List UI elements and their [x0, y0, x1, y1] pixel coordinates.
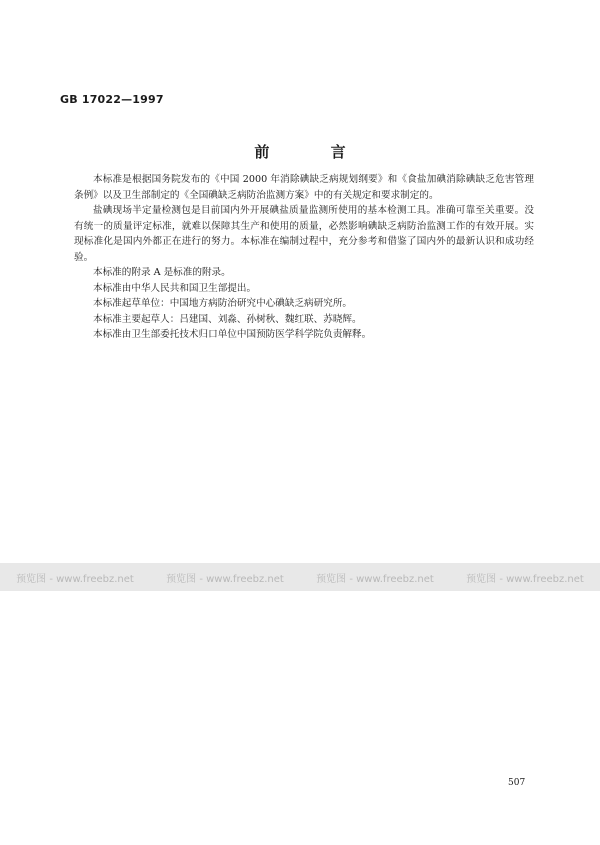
paragraph: 本标准由中华人民共和国卫生部提出。: [93, 282, 257, 294]
paragraph: 本标准主要起草人：吕建国、刘淼、孙树秋、魏红联、苏晓辉。: [93, 313, 362, 325]
foreword-body: [74, 172, 534, 343]
paragraph: 盐碘现场半定量检测包是目前国内外开展碘盐质量监测所使用的基本检测工具。准确可靠至关重要。没有统一的质量评定标准，就难以保障其生产和使用的质量，必然影响碘缺乏病防治监测工作的有效开展。实现标准化是国内外都正在进行的努力。本标准在编制过程中，充分参考和借鉴了国内外的最新认识和成功经验。: [74, 205, 534, 263]
watermark-banner: [0, 563, 600, 591]
paragraph: 本标准由卫生部委托技术归口单位中国预防医学科学院负责解释。: [93, 329, 372, 340]
page-title: 前 言: [254, 143, 374, 161]
page-number: 507: [508, 778, 526, 788]
standard-code: GB 17022—1997: [60, 93, 164, 106]
paragraph: 本标准起草单位：中国地方病防治研究中心碘缺乏病研究所。: [93, 298, 353, 309]
watermark-text: 预览图 - www.freebz.net: [466, 573, 584, 585]
watermark-text: 预览图 - www.freebz.net: [316, 573, 434, 585]
watermark-text: 预览图 - www.freebz.net: [16, 573, 134, 585]
paragraph: 本标准的附录 A 是标准的附录。: [93, 267, 231, 278]
watermark-text: 预览图 - www.freebz.net: [166, 573, 284, 585]
paragraph: 本标准是根据国务院发布的《中国 2000 年消除碘缺乏病规划纲要》和《食盐加碘消除碘缺乏危害管理条例》以及卫生部制定的《全国碘缺乏病防治监测方案》中的有关规定和要求制定的。: [74, 174, 534, 201]
